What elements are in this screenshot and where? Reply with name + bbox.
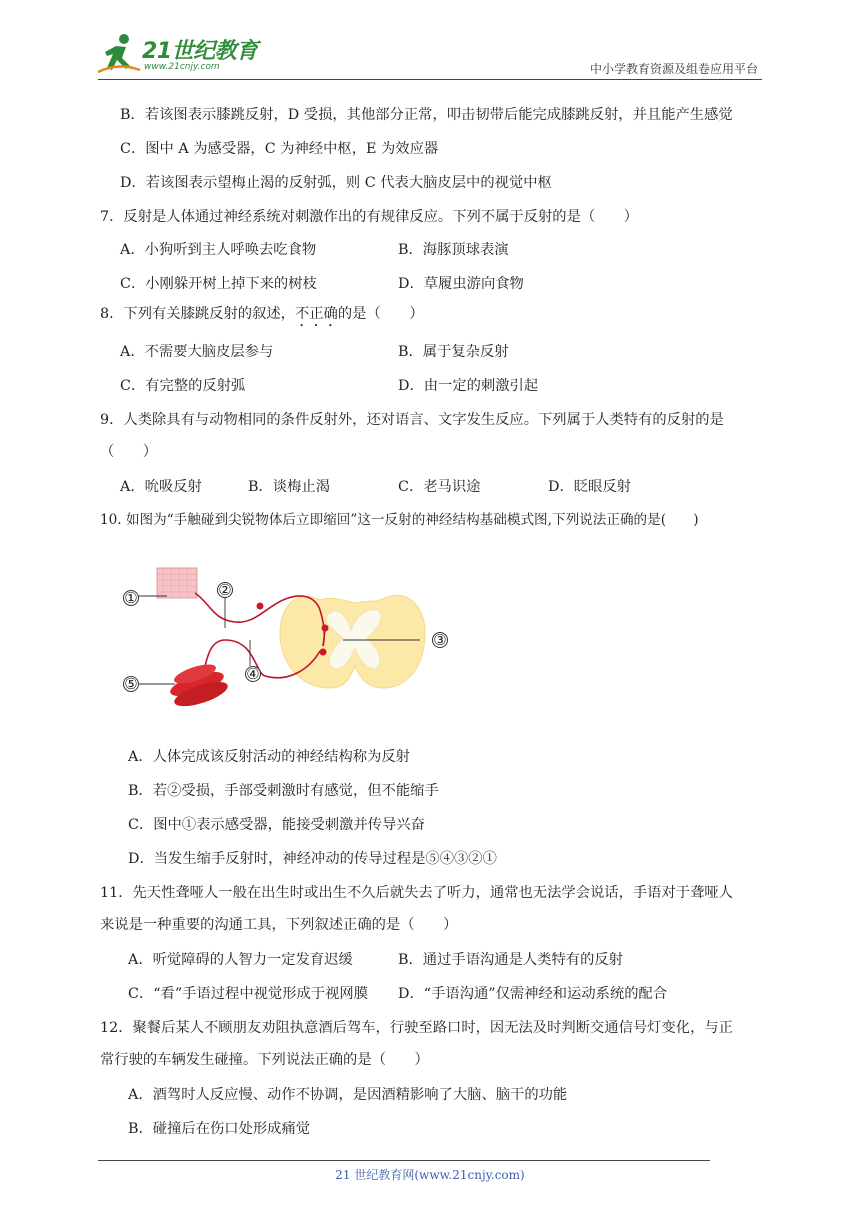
- q8-option-c: C．有完整的反射弧: [120, 378, 246, 394]
- reflex-arc-diagram: [115, 548, 475, 708]
- skin-tissue: [157, 568, 197, 598]
- q11-option-d: D．“手语沟通”仅需神经和运动系统的配合: [398, 986, 668, 1002]
- q10-stem: 10. 如图为“手触碰到尖锐物体后立即缩回”这一反射的神经结构基础模式图,下列说法正确的是( ): [100, 512, 699, 528]
- q8-stem: [100, 304, 424, 330]
- q9-stem-line1: 9．人类除具有与动物相同的条件反射外，还对语言、文字发生反应。下列属于人类特有的反射的是: [100, 412, 724, 428]
- q7-option-c: C．小刚躲开树上掉下来的树枝: [120, 276, 317, 292]
- q10-option-a: A．人体完成该反射活动的神经结构称为反射: [128, 749, 410, 765]
- q8-stem-emphasis: 不正确: [294, 306, 338, 322]
- muscle-effector: [168, 661, 231, 708]
- q9-stem-line2: （ ）: [100, 444, 158, 460]
- q12-option-a: A．酒驾时人反应慢、动作不协调，是因酒精影响了大脑、脑干的功能: [128, 1087, 568, 1103]
- fig-label-4-text: ④: [246, 665, 260, 683]
- fig-label-2-text: ②: [218, 581, 232, 599]
- logo-text: 21世纪教育: [142, 39, 258, 64]
- q10-option-c: C．图中①表示感受器，能接受刺激并传导兴奋: [128, 817, 425, 833]
- q11-stem-line2: 来说是一种重要的沟通工具，下列叙述正确的是（ ）: [100, 917, 458, 933]
- q7-option-a: A．小狗听到主人呼唤去吃食物: [120, 242, 317, 258]
- platform-title: 中小学教育资源及组卷应用平台: [589, 62, 758, 76]
- q9-option-b: B．谈梅止渴: [248, 479, 330, 495]
- site-logo[interactable]: [96, 32, 266, 78]
- page-header: [0, 0, 860, 86]
- q11-option-c: C．“看”手语过程中视觉形成于视网膜: [128, 986, 369, 1002]
- logo-url: www.21cnjy.com: [144, 62, 220, 72]
- q12-option-b: B．碰撞后在伤口处形成痛觉: [128, 1121, 311, 1137]
- q6-option-b: B．若该图表示膝跳反射，D 受损，其他部分正常，叩击韧带后能完成膝跳反射，并且能产生感觉: [120, 107, 733, 123]
- q6-option-d: D．若该图表示望梅止渴的反射弧，则 C 代表大脑皮层中的视觉中枢: [120, 175, 552, 191]
- q8-stem-before: 8．下列有关膝跳反射的叙述，: [100, 306, 295, 322]
- q12-stem-line1: 12．聚餐后某人不顾朋友劝阻执意酒后驾车，行驶至路口时，因无法及时判断交通信号灯变化，与正: [100, 1020, 733, 1036]
- fig-label-1-text: ①: [124, 589, 138, 607]
- fig-label-5-text: ⑤: [124, 675, 138, 693]
- q11-stem-line1: 11．先天性聋哑人一般在出生时或出生不久后就失去了听力，通常也无法学会说话，手语对于聋哑人: [100, 885, 733, 901]
- q10-option-d: D．当发生缩手反射时，神经冲动的传导过程是⑤④③②①: [128, 851, 497, 867]
- q12-stem-line2: 常行驶的车辆发生碰撞。下列说法正确的是（ ）: [100, 1052, 429, 1068]
- header-divider: [98, 79, 762, 80]
- q8-stem-after: 的是（ ）: [337, 306, 424, 322]
- q9-option-c: C．老马识途: [398, 479, 481, 495]
- q10-option-b: B．若②受损，手部受刺激时有感觉，但不能缩手: [128, 783, 439, 799]
- runner-logo-icon: [96, 32, 142, 76]
- q8-option-b: B．属于复杂反射: [398, 344, 509, 360]
- q6-option-c: C．图中 A 为感受器，C 为神经中枢，E 为效应器: [120, 141, 439, 157]
- q11-option-b: B．通过手语沟通是人类特有的反射: [398, 952, 623, 968]
- q7-stem: 7．反射是人体通过神经系统对刺激作出的有规律反应。下列不属于反射的是（ ）: [100, 209, 639, 225]
- q9-option-d: D．眨眼反射: [548, 479, 631, 495]
- q7-option-d: D．草履虫游向食物: [398, 276, 524, 292]
- q11-option-a: A．听觉障碍的人智力一定发育迟缓: [128, 952, 353, 968]
- q7-option-b: B．海豚顶球表演: [398, 242, 509, 258]
- q9-option-a: A．吮吸反射: [120, 479, 202, 495]
- footer-link[interactable]: 21 世纪教育网(www.21cnjy.com): [335, 1168, 525, 1182]
- q8-option-a: A．不需要大脑皮层参与: [120, 344, 274, 360]
- reflex-arc-figure: [115, 548, 475, 708]
- q8-option-d: D．由一定的刺激引起: [398, 378, 539, 394]
- footer-divider: [98, 1160, 710, 1161]
- fig-label-3-text: ③: [433, 631, 447, 649]
